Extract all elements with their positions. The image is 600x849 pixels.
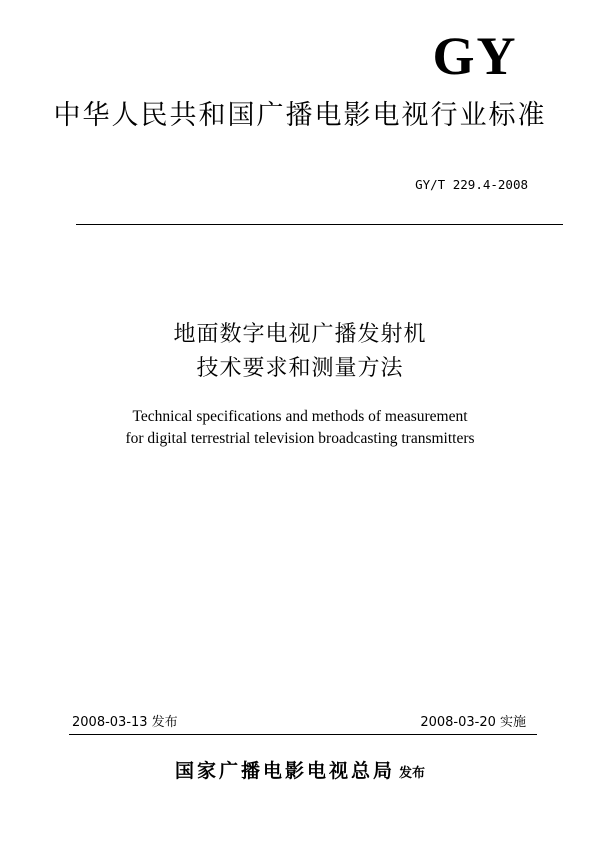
publisher-name: 国家广播电影电视总局 <box>174 760 395 782</box>
publisher-line <box>60 756 540 789</box>
standard-organization-title: 中华人民共和国广播电影电视行业标准 <box>53 100 547 131</box>
gy-logo: GY <box>432 26 518 86</box>
top-divider <box>76 224 563 225</box>
publisher-suffix: 发布 <box>399 766 426 781</box>
document-title-zh-line2: 技术要求和测量方法 <box>196 356 404 381</box>
document-title-en-line1: Technical specifications and methods of measurement <box>132 408 468 425</box>
implementation-date: 2008-03-20 实施 <box>420 715 526 730</box>
standard-code: GY/T 229.4-2008 <box>415 177 528 192</box>
document-title-en-line2: for digital terrestrial television broadcasting transmitters <box>125 430 475 447</box>
bottom-divider <box>69 734 537 735</box>
issue-date: 2008-03-13 发布 <box>72 715 178 730</box>
document-title-zh-line1: 地面数字电视广播发射机 <box>173 322 427 347</box>
